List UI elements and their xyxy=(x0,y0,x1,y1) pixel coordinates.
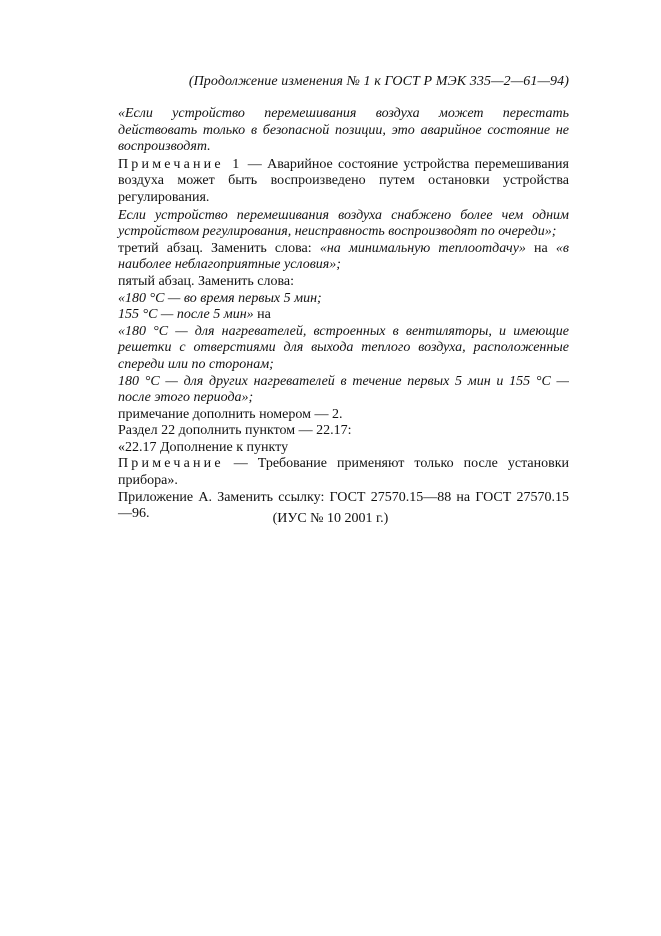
paragraph-3: Если устройство перемешивания воздуха снабжено более чем одним устройством регулирования, неисправность воспроизводят по очереди»; xyxy=(118,207,569,240)
paragraph-8: «180 °С — для нагревателей, встроенных в вентиляторы, и имеющие решетки с отверстиями для выхода теплого воздуха, расположенные спереди или по сторонам; xyxy=(118,323,569,372)
note-lead: Примечание xyxy=(118,456,224,472)
paragraph-12: «22.17 Дополнение к пункту xyxy=(118,439,289,455)
paragraph-14: Приложение А. Заменить ссылку: ГОСТ 27570.15—88 на ГОСТ 27570.15—96. xyxy=(118,489,569,522)
paragraph-7-quote: 155 °С — после 5 мин» xyxy=(118,307,254,323)
paragraph-9: 180 °С — для других нагревателей в течение первых 5 мин и 155 °С — после этого периода»; xyxy=(118,373,569,406)
paragraph-5: пятый абзац. Заменить слова: xyxy=(118,273,295,289)
paragraph-7 xyxy=(118,307,569,324)
paragraph-4-quote-1: «на минимальную теплоотдачу» xyxy=(319,240,526,256)
paragraph-6: «180 °С — во время первых 5 мин; xyxy=(118,290,322,306)
paragraph-4-plain-2: на xyxy=(525,240,556,256)
closing-reference: (ИУС № 10 2001 г.) xyxy=(272,511,389,526)
note-lead: Примечание 1 xyxy=(118,156,243,172)
paragraph-note-1 xyxy=(118,157,569,207)
paragraph-4 xyxy=(118,241,569,274)
note-text: — Аварийное состояние устройства перемешивания воздуха может быть воспроизведено путем остановки устройства регулирования. xyxy=(118,156,569,205)
paragraph-4-quote-2: «в наиболее неблагоприятные условия»; xyxy=(118,240,569,273)
note-text: — Требование применяют только после установки прибора». xyxy=(118,456,569,489)
paragraph-10: примечание дополнить номером — 2. xyxy=(118,406,343,422)
paragraph-7-plain: на xyxy=(253,307,271,323)
document-body xyxy=(118,106,569,523)
paragraph-4-plain: третий абзац. Заменить слова: xyxy=(118,240,320,256)
paragraph-11: Раздел 22 дополнить пунктом — 22.17: xyxy=(118,423,352,439)
paragraph-note-2 xyxy=(118,456,569,489)
paragraph-1: «Если устройство перемешивания воздуха может перестать действовать только в безопасной позиции, это аварийное состояние не воспроизводят. xyxy=(118,106,569,155)
running-header: (Продолжение изменения № 1 к ГОСТ Р МЭК 335—2—61—94) xyxy=(188,74,569,89)
